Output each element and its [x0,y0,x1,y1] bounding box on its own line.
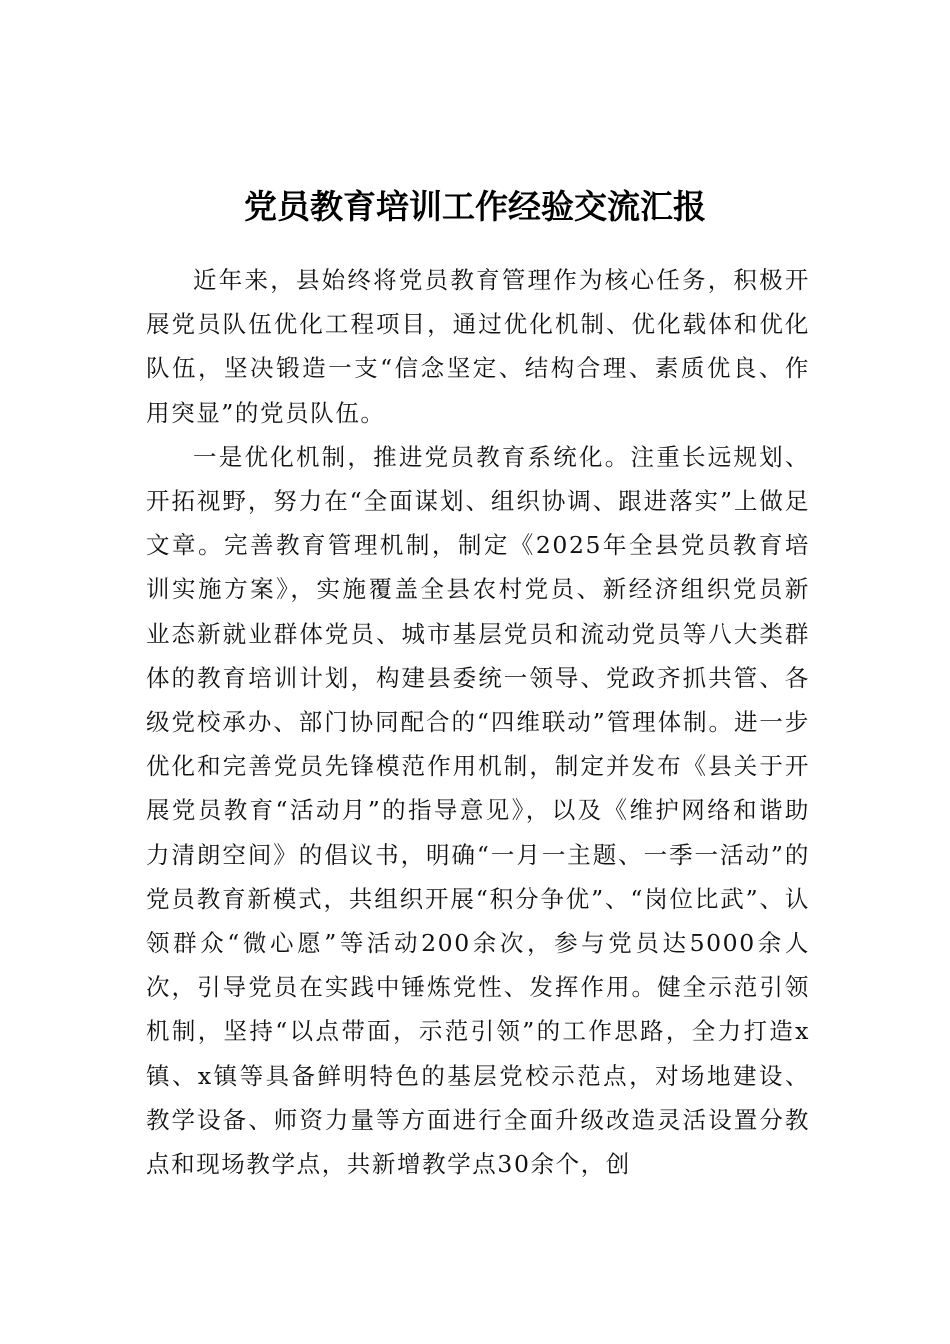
paragraph-intro: 近年来，县始终将党员教育管理作为核心任务，积极开展党员队伍优化工程项目，通过优化机制、优化载体和优化队伍，坚决锻造一支“信念坚定、结构合理、素质优良、作用突显”的党员队伍。 [146,266,810,427]
document-title: 党员教育培训工作经验交流汇报 [244,187,706,227]
paragraph-mechanism: 一是优化机制，推进党员教育系统化。注重长远规划、开拓视野，努力在“全面谋划、组织协调、跟进落实”上做足文章。完善教育管理机制，制定《2025年全县党员教育培训实施方案》，实施覆盖全县农村党员、新经济组织党员新业态新就业群体党员、城市基层党员和流动党员等八大类群体的教育培训计划，构建县委统一领导、党政齐抓共管、各级党校承办、部门协同配合的“四维联动”管理体制。进一步优化和完善党员先锋模范作用机制，制定并发布《县关于开展党员教育“活动月”的指导意见》，以及《维护网络和谐助力清朗空间》的倡议书，明确“一月一主题、一季一活动”的党员教育新模式，共组织开展“积分争优”、“岗位比武”、认领群众“微心愿”等活动200余次，参与党员达5000余人次，引导党员在实践中锤炼党性、发挥作用。健全示范引领机制，坚持“以点带面，示范引领”的工作思路，全力打造x镇、x镇等具备鲜明特色的基层党校示范点，对场地建设、教学设备、师资力量等方面进行全面升级改造灵活设置分教点和现场教学点，共新增教学点30余个，创 [146,442,810,1179]
document-body [146,258,810,1186]
